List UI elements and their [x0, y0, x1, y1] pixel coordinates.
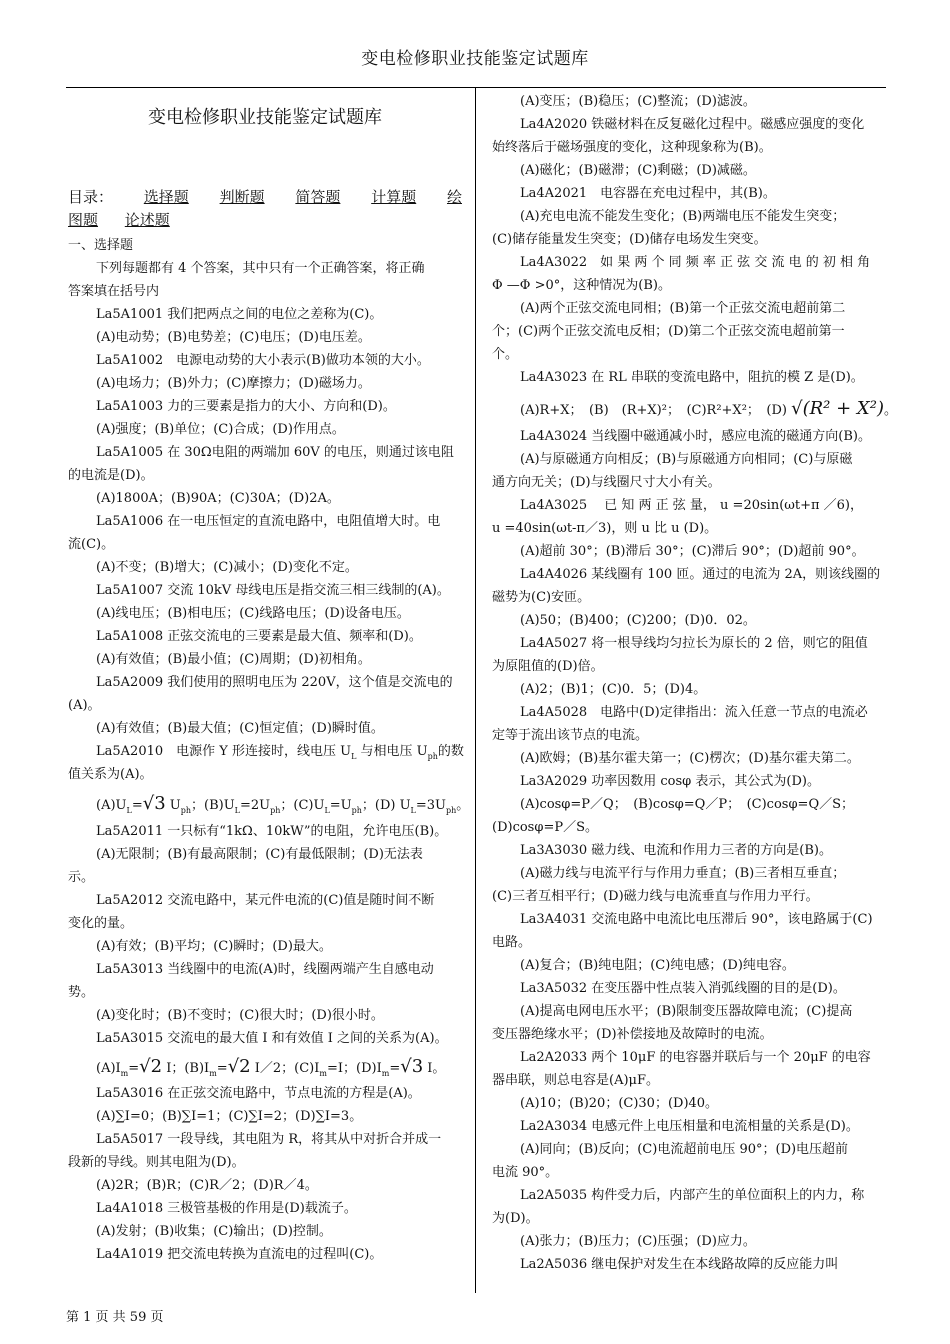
text-line: La4A2021 电容器在充电过程中，其(B)。 — [520, 186, 776, 201]
text-line: La4A5028 电路中(D)定律指出：流入任意一节点的电流必 — [520, 705, 868, 720]
text-line: 答案填在括号内 — [68, 284, 160, 299]
text-line: La5A2012 交流电路中，某元件电流的(C)值是随时间不断 — [96, 893, 435, 908]
document-title: 变电检修职业技能鉴定试题库 — [148, 107, 382, 128]
page-header-title: 变电检修职业技能鉴定试题库 — [361, 49, 589, 69]
text-line: La5A1007 交流 10kV 母线电压是指交流三相三线制的(A)。 — [96, 583, 450, 598]
text-line: (A)发射；(B)收集；(C)输出；(D)控制。 — [96, 1224, 332, 1239]
text-line: 示。 — [68, 870, 95, 885]
text-line: 势。 — [68, 985, 95, 1000]
text-line: Φ —Φ >0°，这种情况为(B)。 — [492, 278, 671, 293]
toc-link-drawing-cont[interactable]: 图题 — [68, 211, 99, 229]
text-line: 值关系为(A)。 — [68, 767, 153, 782]
q3023-options: (A)R+X； (B) (R+X)²； (C)R²+X²； (D) √(R² + X²)。 — [520, 398, 897, 419]
text-line: (A)cosφ=P／Q； (B)cosφ=Q／P； (C)cosφ=Q／S； — [520, 797, 855, 812]
header-divider — [66, 87, 886, 88]
toc-link-short-answer[interactable]: 简答题 — [295, 188, 341, 206]
text-line: 电路。 — [492, 935, 532, 950]
text-line: (A)与原磁通方向相反；(B)与原磁通方向相同；(C)与原磁 — [520, 452, 853, 467]
text-line: (A)变压；(B)稳压；(C)整流；(D)滤波。 — [520, 94, 756, 109]
text-line: (A)有效值；(B)最小值；(C)周期；(D)初相角。 — [96, 652, 371, 667]
text-line: La4A1018 三极管基极的作用是(D)载流子。 — [96, 1201, 357, 1216]
text-line: La5A1005 在 30Ω电阻的两端加 60V 的电压，则通过该电阻 — [96, 445, 454, 460]
text-line: 磁势为(C)安匝。 — [492, 590, 591, 605]
text-line: (D)cosφ=P／S。 — [492, 820, 598, 835]
text-line: 器串联，则总电容是(A)μF。 — [492, 1073, 660, 1088]
text-line: (A)电场力；(B)外力；(C)摩擦力；(D)磁场力。 — [96, 376, 371, 391]
text-line: La5A3013 当线圈中的电流(A)时，线圈两端产生自感电动 — [96, 962, 434, 977]
text-line: (A)不变；(B)增大；(C)减小；(D)变化不定。 — [96, 560, 358, 575]
text-line: (A)有效值；(B)最大值；(C)恒定值；(D)瞬时值。 — [96, 721, 384, 736]
text-line: (A)电动势；(B)电势差；(C)电压；(D)电压差。 — [96, 330, 371, 345]
text-line: 的电流是(D)。 — [68, 468, 154, 483]
text-line: (A)有效；(B)平均；(C)瞬时；(D)最大。 — [96, 939, 332, 954]
text-line: La4A4026 某线圈有 100 匝。通过的电流为 2A，则该线圈的 — [520, 567, 881, 582]
text-line: La2A5035 构件受力后，内部产生的单位面积上的内力，称 — [520, 1188, 865, 1203]
impedance-formula: √(R² + X²) — [791, 398, 884, 419]
text-line: (A)∑I=0；(B)∑I=1；(C)∑I=2；(D)∑I=3。 — [96, 1109, 363, 1124]
text-line: (C)三者互相平行；(D)磁力线与电流垂直与作用力平行。 — [492, 889, 819, 904]
question-block-c — [492, 90, 885, 389]
text-line: La5A1003 力的三要素是指力的大小、方向和(D)。 — [96, 399, 396, 414]
text-line: (A)线电压；(B)相电压；(C)线路电压；(D)设备电压。 — [96, 606, 410, 621]
text-line: (A)提高电网电压水平；(B)限制变压器故障电流；(C)提高 — [520, 1004, 853, 1019]
text-line: (A)超前 30°；(B)滞后 30°；(C)滞后 90°；(D)超前 90°。 — [520, 544, 865, 559]
text-line: (A)无限制；(B)有最高限制；(C)有最低限制；(D)无法表 — [96, 847, 423, 862]
text-line: 个；(C)两个正弦交流电反相；(D)第二个正弦交流电超前第一 — [492, 324, 845, 339]
text-line: (A)10；(B)20；(C)30；(D)40。 — [520, 1096, 719, 1111]
text-line: La5A1006 在一电压恒定的直流电路中，电阻值增大时。电 — [96, 514, 441, 529]
text-line: 为(D)。 — [492, 1211, 539, 1226]
question-block-a — [68, 257, 462, 786]
text-line: (A)同向；(B)反向；(C)电流超前电压 90°；(D)电压超前 — [520, 1142, 849, 1157]
text-line: La3A4031 交流电路中电流比电压滞后 90°，该电路属于(C) — [520, 912, 873, 927]
text-line: La5A3016 在正弦交流电路中，节点电流的方程是(A)。 — [96, 1086, 421, 1101]
text-line: La4A3023 在 RL 串联的变流电路中，阻抗的模 Z 是(D)。 — [520, 370, 864, 385]
toc-link-choice[interactable]: 选择题 — [143, 188, 189, 206]
text-line: (A)磁化；(B)磁滞；(C)剩磁；(D)减磁。 — [520, 163, 756, 178]
q2010-options: $(A)U_L=√3$ $U_{ph}$；$(B)U_L=2U_{ph}$；$(C)U_L=U_{ph}$；(D) $U_L=3U_{ph}$。 — [96, 793, 470, 815]
text-line: La4A3022 如 果 两 个 同 频 率 正 弦 交 流 电 的 初 相 角 — [520, 255, 871, 270]
text-line: 变化的量。 — [68, 916, 134, 931]
text-line: La2A5036 继电保护对发生在本线路故障的反应能力叫 — [520, 1257, 839, 1272]
text-line: (A)欧姆；(B)基尔霍夫第一；(C)楞次；(D)基尔霍夫第二。 — [520, 751, 860, 766]
text-line: 个。 — [492, 347, 519, 362]
toc-link-judge[interactable]: 判断题 — [219, 188, 265, 206]
text-line: (A)50；(B)400；(C)200；(D)0．02。 — [520, 613, 756, 628]
text-line: (A)2；(B)1；(C)0．5；(D)4。 — [520, 682, 707, 697]
text-line: 为原阻值的(D)倍。 — [492, 659, 604, 674]
text-line: La4A1019 把交流电转换为直流电的过程叫(C)。 — [96, 1247, 383, 1262]
text-line: La5A1002 电源电动势的大小表示(B)做功本领的大小。 — [96, 353, 430, 368]
text-line: 变压器绝缘水平；(D)补偿接地及故障时的电流。 — [492, 1027, 773, 1042]
text-line: La4A3025 已 知 两 正 弦 量， u =20sin(ωt+π ／6)， — [520, 498, 864, 513]
toc-link-calculation[interactable]: 计算题 — [371, 188, 417, 206]
text-line: La5A2011 一只标有“1kΩ、10kW”的电阻，允许电压(B)。 — [96, 824, 448, 839]
left-column — [68, 90, 470, 1266]
text-line: (A)1800A；(B)90A；(C)30A；(D)2A。 — [96, 491, 340, 506]
text-line: 始终落后于磁场强度的变化，这种现象称为(B)。 — [492, 140, 772, 155]
table-of-contents — [68, 186, 462, 234]
text-line: La4A2020 铁磁材料在反复磁化过程中。磁感应强度的变化 — [520, 117, 865, 132]
text-line: (A)变化时；(B)不变时；(C)很大时；(D)很小时。 — [96, 1008, 384, 1023]
question-block-b — [68, 820, 462, 1266]
toc-label: 目录： — [68, 188, 114, 206]
text-line: (A)2R；(B)R；(C)R／2；(D)R／4。 — [96, 1178, 318, 1193]
text-line: La3A5032 在变压器中性点装入消弧线圈的目的是(D)。 — [520, 981, 846, 996]
text-line: 段新的导线。则其电阻为(D)。 — [68, 1155, 245, 1170]
question-block-d — [492, 425, 885, 1276]
text-line: (A)充电电流不能发生变化；(B)两端电压不能发生突变； — [520, 209, 846, 224]
text-line: 定等于流出该节点的电流。 — [492, 728, 649, 743]
text-line: (A)强度；(B)单位；(C)合成；(D)作用点。 — [96, 422, 345, 437]
text-line: La4A3024 当线圈中磁通减小时，感应电流的磁通方向(B)。 — [520, 429, 871, 444]
text-line: La2A3034 电感元件上电压相量和电流相量的关系是(D)。 — [520, 1119, 859, 1134]
toc-link-drawing[interactable]: 绘 — [446, 188, 462, 206]
text-line: (A)。 — [68, 698, 101, 713]
text-line: 通方向无关；(D)与线圈尺寸大小有关。 — [492, 475, 721, 490]
text-line: 流(C)。 — [68, 537, 115, 552]
text-line: La5A3015 交流电的最大值 I 和有效值 I 之间的关系为(A)。 — [96, 1031, 448, 1046]
text-line: (C)储存能量发生突变；(D)储存电场发生突变。 — [492, 232, 767, 247]
text-line: La5A5017 一段导线，其电阻为 R，将其从中对折合并成一 — [96, 1132, 442, 1147]
text-line: La3A3030 磁力线、电流和作用力三者的方向是(B)。 — [520, 843, 832, 858]
text-line: (A)复合；(B)纯电阻；(C)纯电感；(D)纯电容。 — [520, 958, 795, 973]
q3015-options: $(A)I_m=√2$ I；$(B)I_m=√2$ I／2；$(C)I_m=I$；$(D)I_m=√3$ I。 — [96, 1056, 446, 1078]
text-line: La3A2029 功率因数用 cosφ 表示，其公式为(D)。 — [520, 774, 820, 789]
toc-link-essay[interactable]: 论述题 — [124, 211, 170, 229]
text-line: La5A2010 电源作 Y 形连接时，线电压 $U_L$ 与相电压 $U_{ph}$的数 — [96, 744, 464, 761]
text-line: La2A2033 两个 10μF 的电容器并联后与一个 20μF 的电容 — [520, 1050, 871, 1065]
text-line: u =40sin(ωt-π／3)，则 u 比 u (D)。 — [492, 521, 718, 536]
text-line: La5A1008 正弦交流电的三要素是最大值、频率和(D)。 — [96, 629, 422, 644]
text-line: (A)磁力线与电流平行与作用力垂直；(B)三者相互垂直； — [520, 866, 846, 881]
column-divider — [475, 88, 476, 1293]
text-line: La4A5027 将一根导线均匀拉长为原长的 2 倍，则它的阻值 — [520, 636, 868, 651]
right-column — [492, 90, 897, 1276]
text-line: (A)张力；(B)压力；(C)压强；(D)应力。 — [520, 1234, 756, 1249]
text-line: 电流 90°。 — [492, 1165, 559, 1180]
section-heading: 一、选择题 — [68, 238, 134, 253]
text-line: (A)两个正弦交流电同相；(B)第一个正弦交流电超前第二 — [520, 301, 846, 316]
text-line: La5A1001 我们把两点之间的电位之差称为(C)。 — [96, 307, 383, 322]
page-footer: 第 1 页 共 59 页 — [66, 1310, 164, 1325]
text-line: 下列每题都有 4 个答案，其中只有一个正确答案，将正确 — [96, 261, 425, 276]
text-line: La5A2009 我们使用的照明电压为 220V，这个值是交流电的 — [96, 675, 453, 690]
